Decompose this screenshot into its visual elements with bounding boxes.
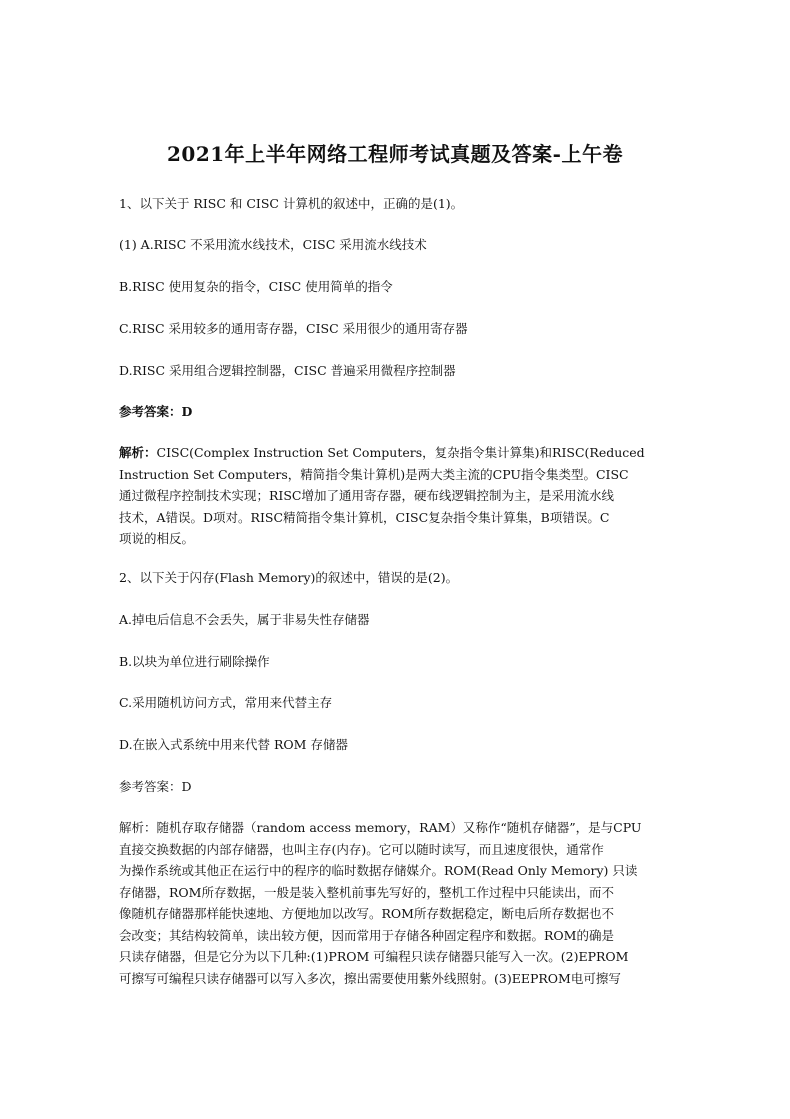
q2-analysis-line: 存储器，ROM所存数据，一般是装入整机前事先写好的，整机工作过程中只能读出，而不 [119, 884, 614, 900]
q1-answer: 参考答案：D [119, 404, 193, 419]
q2-stem: 2、以下关于闪存(Flash Memory)的叙述中，错误的是(2)。 [119, 570, 459, 585]
q2-option-d: D.在嵌入式系统中用来代替 ROM 存储器 [119, 737, 348, 752]
q1-stem: 1、以下关于 RISC 和 CISC 计算机的叙述中，正确的是(1)。 [119, 196, 464, 211]
q1-analysis-line: 通过微程序控制技术实现；RISC增加了通用寄存器，硬布线逻辑控制为主，是采用流水线 [119, 488, 614, 503]
q1-analysis-line [119, 442, 671, 464]
q2-option-a: A.掉电后信息不会丢失，属于非易失性存储器 [119, 612, 370, 627]
q2-option-b: B.以块为单位进行刷除操作 [119, 654, 270, 669]
q1-analysis-text: CISC(Complex Instruction Set Computers，复杂指令集计算集)和RISC(Reduced [156, 445, 645, 460]
q2-analysis-line: 解析：随机存取存储器（random access memory，RAM）又称作“随机存储器”，是与CPU [119, 820, 642, 835]
q1-analysis-line: 项说的相反。 [119, 531, 195, 546]
q2-analysis-line: 只读存储器，但是它分为以下几种:(1)PROM 可编程只读存储器只能写入一次。(2)EPROM [119, 949, 629, 964]
q1-option-c: C.RISC 采用较多的通用寄存器，CISC 采用很少的通用寄存器 [119, 321, 468, 336]
q1-analysis-line: 技术，A错误。D项对。RISC精简指令集计算机，CISC复杂指令集计算集，B项错误。C [119, 509, 610, 525]
q2-analysis-line: 会改变；其结构较简单，读出较方便，因而常用于存储各种固定程序和数据。ROM的确是 [119, 927, 614, 943]
q2-analysis-line: 可擦写可编程只读存储器可以写入多次，擦出需要使用紫外线照射。(3)EEPROM电可擦写 [119, 970, 621, 986]
q1-analysis-label: 解析： [119, 445, 157, 460]
q1-option-b: B.RISC 使用复杂的指令，CISC 使用简单的指令 [119, 279, 393, 294]
q1-option-d: D.RISC 采用组合逻辑控制器，CISC 普遍采用微程序控制器 [119, 363, 456, 378]
q2-option-c: C.采用随机访问方式，常用来代替主存 [119, 695, 333, 710]
q2-analysis-line: 直接交换数据的内部存储器，也叫主存(内存)。它可以随时读写，而且速度很快，通常作 [119, 841, 604, 857]
q1-analysis-line: Instruction Set Computers，精简指令集计算机)是两大类主流的CPU指令集类型。CISC [119, 466, 629, 482]
q2-answer: 参考答案：D [119, 779, 192, 794]
q2-analysis [119, 817, 671, 989]
q1-option-a: (1) A.RISC 不采用流水线技术，CISC 采用流水线技术 [119, 237, 427, 252]
q1-analysis [119, 442, 671, 550]
q2-analysis-line: 为操作系统或其他正在运行中的程序的临时数据存储媒介。ROM(Read Only Memory) 只读 [119, 863, 638, 878]
document-title: 2021年上半年网络工程师考试真题及答案-上午卷 [167, 142, 623, 166]
q2-analysis-line: 像随机存储器那样能快速地、方便地加以改写。ROM所存数据稳定，断电后所存数据也不 [119, 906, 614, 921]
